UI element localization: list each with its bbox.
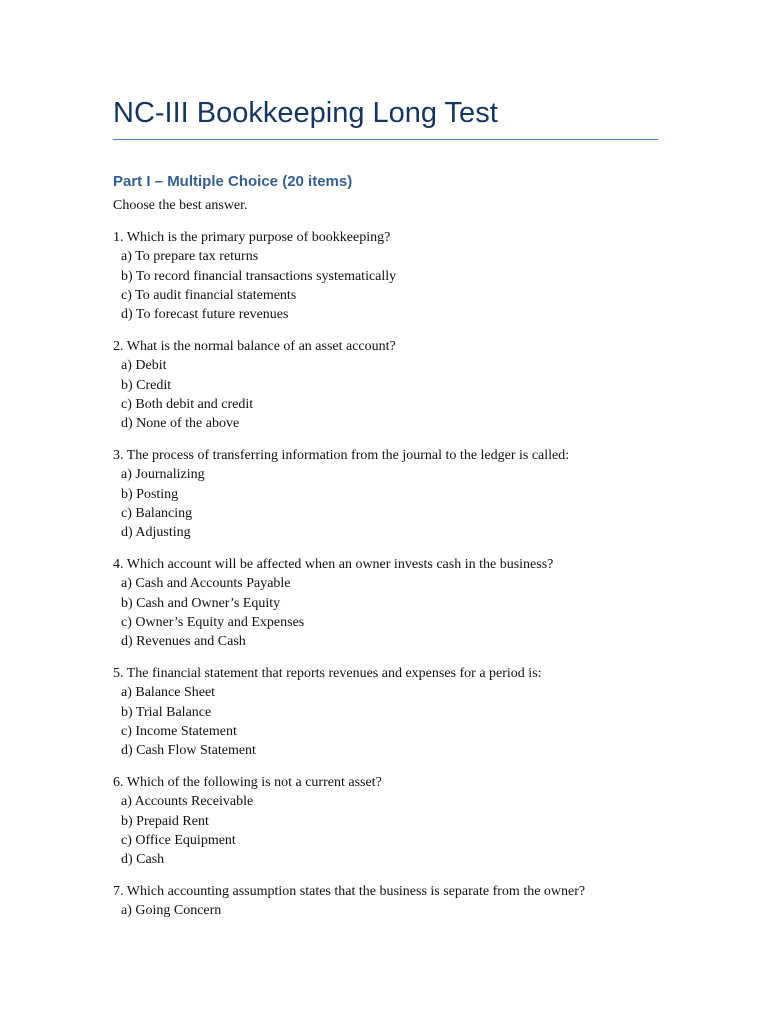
- choice-b: b) To record financial transactions systematically: [121, 268, 397, 284]
- question-text: 5. The financial statement that reports revenues and expenses for a period is:: [113, 665, 542, 681]
- choice-d: d) Cash: [121, 852, 165, 868]
- section-instructions: Choose the best answer.: [113, 198, 248, 213]
- choice-d: d) Cash Flow Statement: [121, 743, 256, 759]
- choice-list: [113, 465, 658, 542]
- choice-d: d) To forecast future revenues: [121, 307, 289, 323]
- choice-b: b) Prepaid Rent: [121, 813, 209, 829]
- question-text: 1. Which is the primary purpose of bookkeeping?: [113, 230, 391, 245]
- choice-d: d) Revenues and Cash: [121, 634, 246, 650]
- question-4: [113, 555, 658, 651]
- question-text: 4. Which account will be affected when an owner invests cash in the business?: [113, 556, 554, 572]
- question-7: [113, 882, 658, 921]
- choice-a: a) To prepare tax returns: [121, 249, 259, 265]
- choice-c: c) Office Equipment: [121, 832, 236, 848]
- choice-b: b) Posting: [121, 486, 179, 502]
- choice-list: [113, 356, 658, 433]
- choice-a: a) Debit: [121, 358, 167, 374]
- title-divider: [113, 139, 658, 140]
- question-1: [113, 228, 658, 324]
- choice-c: c) Balancing: [121, 505, 193, 521]
- choice-list: [113, 901, 658, 920]
- choice-a: a) Balance Sheet: [121, 685, 216, 701]
- choice-a: a) Cash and Accounts Payable: [121, 576, 291, 592]
- choice-d: d) None of the above: [121, 416, 240, 432]
- question-2: [113, 337, 658, 433]
- choice-c: c) Owner’s Equity and Expenses: [121, 614, 305, 630]
- question-text: 2. What is the normal balance of an asset account?: [113, 338, 396, 354]
- question-5: [113, 664, 658, 760]
- choice-d: d) Adjusting: [121, 525, 191, 541]
- choice-list: [113, 247, 658, 324]
- question-text: 3. The process of transferring information from the journal to the ledger is called:: [113, 447, 570, 463]
- question-3: [113, 446, 658, 542]
- question-list: [113, 228, 658, 933]
- question-6: [113, 773, 658, 869]
- choice-a: a) Going Concern: [121, 903, 222, 919]
- choice-c: c) Both debit and credit: [121, 396, 254, 412]
- choice-list: [113, 574, 658, 651]
- choice-a: a) Journalizing: [121, 467, 205, 483]
- question-text: 7. Which accounting assumption states that the business is separate from the owner?: [113, 883, 586, 899]
- choice-c: c) Income Statement: [121, 723, 237, 739]
- choice-b: b) Trial Balance: [121, 704, 212, 720]
- question-text: 6. Which of the following is not a current asset?: [113, 774, 382, 790]
- choice-a: a) Accounts Receivable: [121, 794, 254, 810]
- section-heading-part-1: Part I – Multiple Choice (20 items): [113, 173, 353, 190]
- choice-b: b) Cash and Owner’s Equity: [121, 595, 281, 611]
- choice-list: [113, 683, 658, 760]
- choice-b: b) Credit: [121, 377, 172, 393]
- document-title: NC-III Bookkeeping Long Test: [113, 97, 498, 129]
- choice-list: [113, 792, 658, 869]
- choice-c: c) To audit financial statements: [121, 287, 297, 303]
